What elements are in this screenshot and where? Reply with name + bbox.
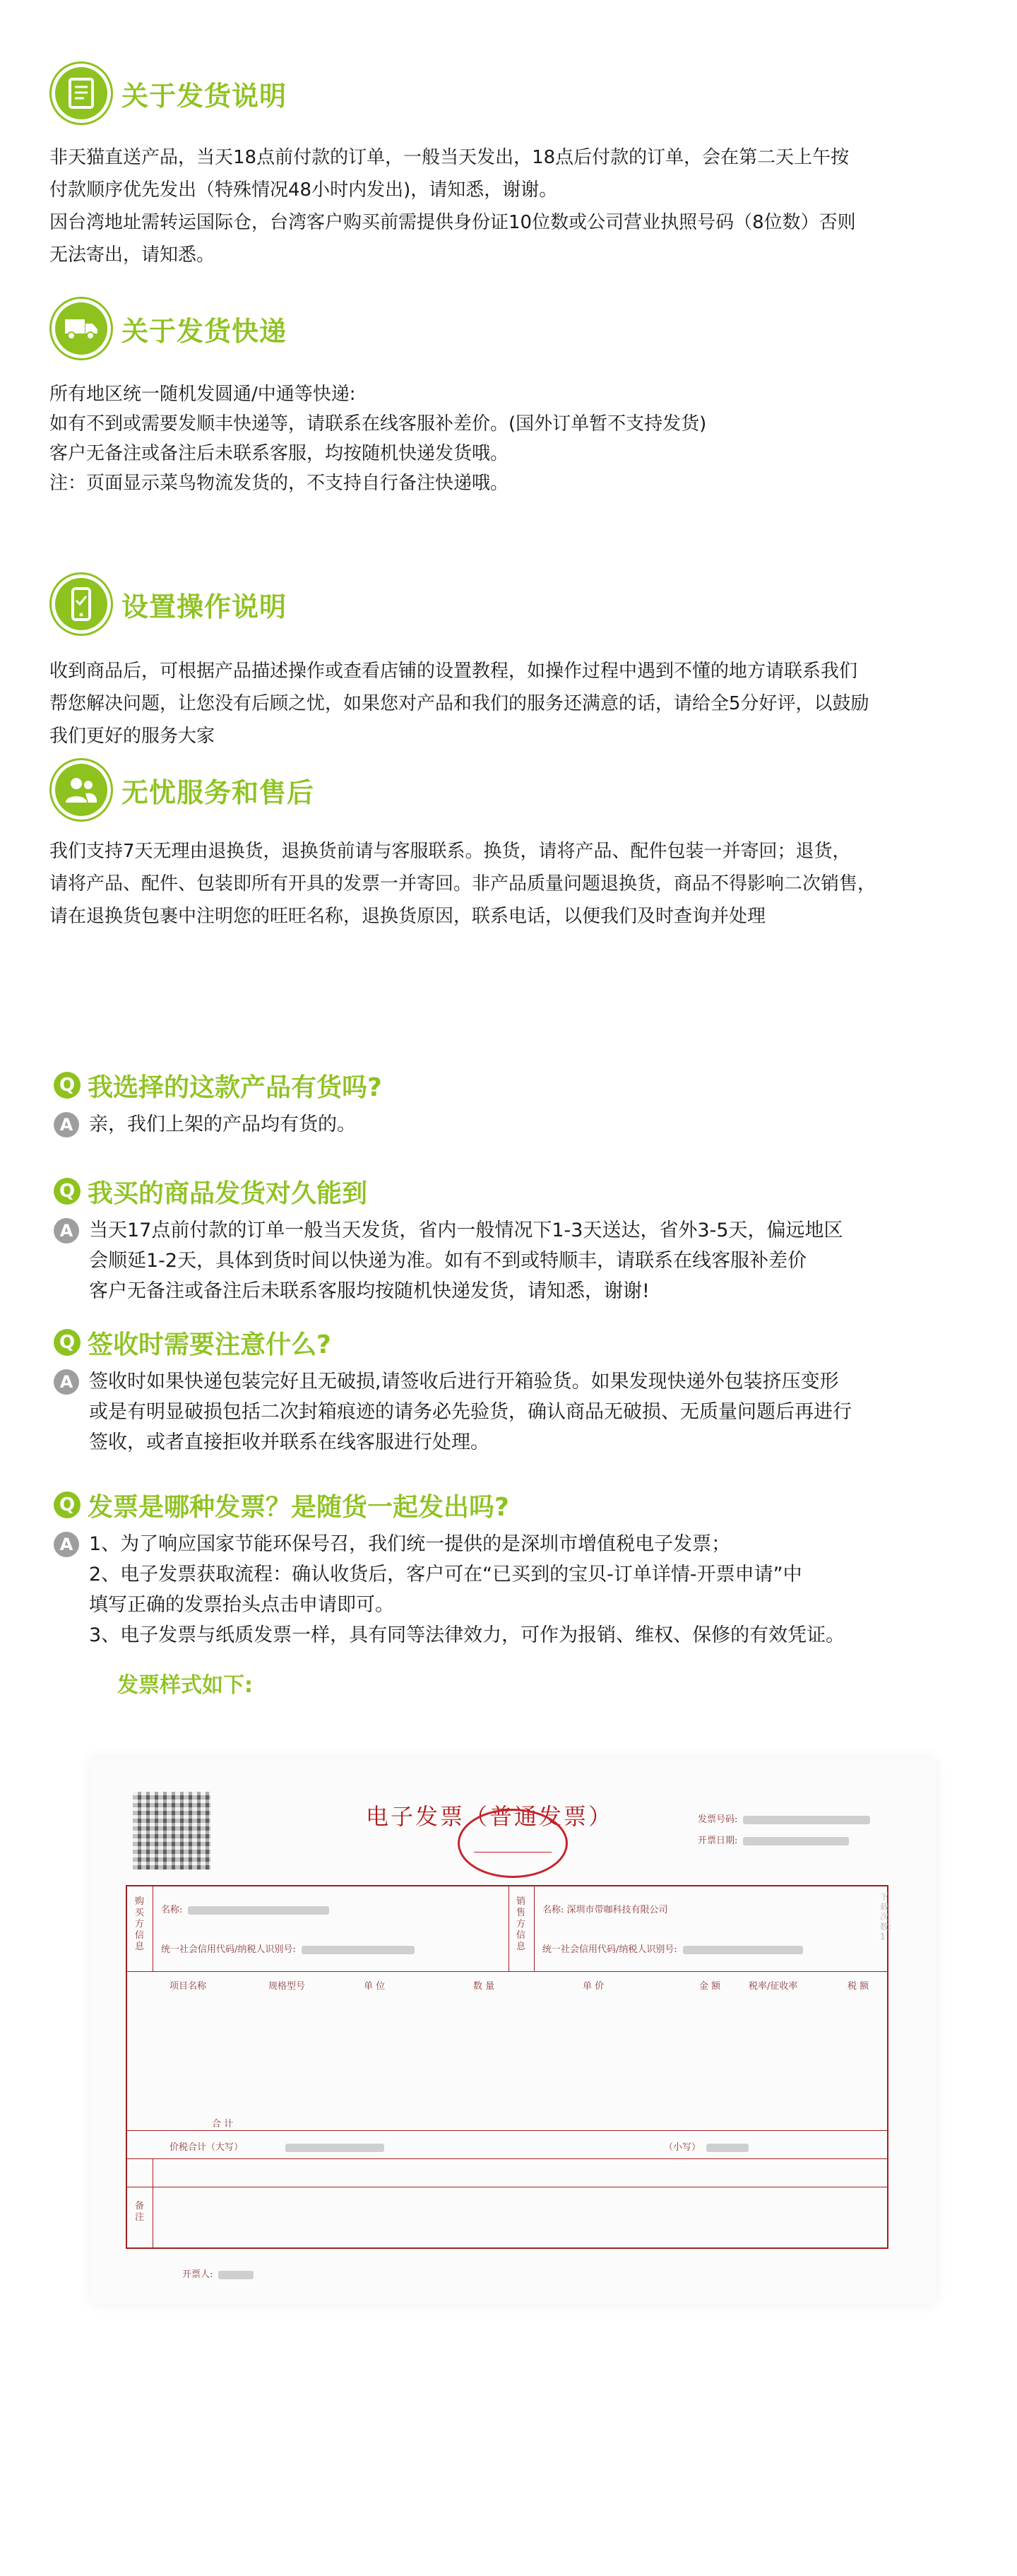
invoice-title: 电子发票（普通发票）	[366, 1803, 614, 1830]
body-line: 收到商品后，可根据产品描述操作或查看店铺的设置教程，如操作过程中遇到不懂的地方请联系我们	[49, 661, 858, 682]
buyer-tax-id-label: 统一社会信用代码/纳税人识别号:	[161, 1944, 296, 1955]
section-courier	[49, 293, 982, 498]
seller-label: 销售方信息	[516, 1896, 526, 1952]
faq-answer-row	[54, 1366, 972, 1458]
seller-tax-id-label: 统一社会信用代码/纳税人识别号:	[542, 1944, 677, 1955]
invoice-drawer-label: 开票人:	[182, 2269, 213, 2280]
invoice-date-row	[698, 1833, 849, 1846]
answer-badge: A	[54, 1112, 79, 1138]
column-header: 项目名称	[170, 1981, 207, 1992]
answer-line: 2、电子发票获取流程：确认收货后，客户可在“已买到的宝贝-订单详情-开票申请”中	[89, 1564, 802, 1585]
faq-question: 我买的商品发货对久能到	[88, 1178, 368, 1208]
truck-icon	[49, 297, 113, 360]
buyer-tax-row	[161, 1942, 415, 1955]
section-setup-guide	[49, 569, 982, 752]
question-badge: Q	[54, 1491, 81, 1518]
section-body	[49, 379, 982, 498]
buyer-label: 购买方信息	[135, 1896, 145, 1952]
section-shipping-notes	[49, 58, 982, 271]
buyer-name-label: 名称:	[161, 1905, 183, 1915]
faq-question-row	[54, 1171, 972, 1211]
total-small-label: （小写）	[664, 2142, 701, 2153]
section-header	[49, 569, 982, 639]
faq-question-row	[54, 1065, 972, 1105]
body-line: 帮您解决问题，让您没有后顾之忧，如果您对产品和我们的服务还满意的话，请给全5分好评，以鼓励	[49, 693, 869, 714]
column-header: 税 额	[848, 1981, 869, 1992]
section-body	[49, 835, 982, 933]
remark-label: 备注	[135, 2201, 145, 2223]
body-line: 请将产品、配件、包装即所有开具的发票一并寄回。非产品质量问题退换货，商品不得影响二次销售，	[49, 873, 876, 894]
invoice-seal-stamp	[458, 1809, 568, 1878]
section-body	[49, 141, 982, 271]
invoice-table	[126, 1885, 892, 2249]
body-line: 付款顺序优先发出（特殊情况48小时内发出)，请知悉，谢谢。	[49, 179, 558, 201]
answer-line: 或是有明显破损包括二次封箱痕迹的请务必先验货，确认商品无破损、无质量问题后再进行	[89, 1401, 852, 1423]
body-line: 我们更好的服务大家	[49, 726, 215, 747]
section-title: 无忧服务和售后	[121, 776, 315, 808]
question-badge: Q	[54, 1329, 81, 1356]
faq-question-row	[54, 1323, 972, 1362]
faq-item	[54, 1323, 972, 1458]
section-header	[49, 58, 982, 129]
users-icon	[49, 758, 113, 822]
answer-badge: A	[54, 1218, 79, 1243]
answer-line: 3、电子发票与纸质发票一样，具有同等法律效力，可作为报销、维权、保修的有效凭证。	[89, 1624, 845, 1646]
column-header: 单 价	[583, 1981, 605, 1992]
invoice-sample-label: 发票样式如下:	[117, 1673, 253, 1698]
column-header: 税率/征收率	[749, 1981, 798, 1992]
faq-answer	[89, 1529, 845, 1650]
invoice-sample-image	[90, 1758, 936, 2305]
invoice-number-row	[698, 1812, 870, 1825]
section-header	[49, 755, 982, 825]
body-line: 如有不到或需要发顺丰快递等，请联系在线客服补差价。(国外订单暂不支持发货)	[49, 413, 707, 435]
section-after-sales	[49, 755, 982, 933]
body-line: 客户无备注或备注后未联系客服，均按随机快递发货哦。	[49, 443, 509, 464]
faq-answer	[89, 1215, 843, 1306]
invoice-number-label: 发票号码:	[698, 1814, 738, 1825]
answer-line: 签收时如果快递包装完好且无破损,请签收后进行开箱验货。如果发现快递外包装挤压变形	[89, 1371, 839, 1393]
faq-question: 发票是哪种发票？是随货一起发出吗?	[88, 1492, 509, 1522]
phone-icon	[49, 572, 113, 636]
faq-answer	[89, 1109, 356, 1140]
qr-code-image	[133, 1792, 210, 1869]
answer-line: 签收，或者直接拒收并联系在线客服进行处理。	[89, 1431, 489, 1453]
faq-answer-row	[54, 1529, 972, 1650]
body-line: 我们支持7天无理由退换货，退换货前请与客服联系。换货，请将产品、配件包装一并寄回；退货，	[49, 841, 851, 862]
column-header: 数 量	[473, 1981, 495, 1992]
section-title: 设置操作说明	[121, 591, 287, 622]
column-header: 规格型号	[268, 1981, 306, 1992]
body-line: 因台湾地址需转运国际仓，台湾客户购买前需提供身份证10位数或公司营业执照号码（8位数）否则	[49, 212, 856, 233]
answer-line: 客户无备注或备注后未联系客服均按随机快递发货，请知悉，谢谢!	[89, 1280, 650, 1302]
answer-line: 亲，我们上架的产品均有货的。	[89, 1113, 356, 1135]
total-words-label: 价税合计（大写）	[170, 2142, 244, 2153]
faq-item	[54, 1171, 972, 1306]
section-title: 关于发货说明	[121, 80, 287, 112]
faq-answer	[89, 1366, 852, 1458]
seller-tax-row	[542, 1942, 803, 1955]
answer-line: 会顺延1-2天，具体到货时间以快递为准。如有不到或特顺丰，请联系在线客服补差价	[89, 1250, 807, 1272]
faq-answer-row	[54, 1215, 972, 1306]
body-line: 请在退换货包裹中注明您的旺旺名称，退换货原因，联系电话，以便我们及时查询并处理	[49, 906, 766, 927]
invoice-side-text: 下载次数: 1	[880, 1892, 892, 1942]
body-line: 注：页面显示菜鸟物流发货的，不支持自行备注快递哦。	[49, 473, 509, 494]
faq-answer-row	[54, 1109, 972, 1140]
answer-line: 1、为了响应国家节能环保号召，我们统一提供的是深圳市增值税电子发票；	[89, 1533, 731, 1555]
section-header	[49, 293, 982, 364]
total-words-row	[170, 2139, 384, 2153]
section-body	[49, 655, 982, 752]
faq-item	[54, 1485, 972, 1650]
column-header: 单 位	[364, 1981, 386, 1992]
column-header: 金 额	[699, 1981, 721, 1992]
invoice-date-label: 开票日期:	[698, 1836, 738, 1846]
section-title: 关于发货快递	[121, 315, 287, 347]
faq-item	[54, 1065, 972, 1140]
answer-line: 当天17点前付款的订单一般当天发货，省内一般情况下1-3天送达，省外3-5天，偏远地区	[89, 1219, 843, 1241]
question-badge: Q	[54, 1178, 81, 1205]
faq-question: 签收时需要注意什么?	[88, 1330, 331, 1359]
body-line: 无法寄出，请知悉。	[49, 244, 215, 266]
body-line: 非天猫直送产品，当天18点前付款的订单，一般当天发出，18点后付款的订单，会在第二天上午按	[49, 147, 850, 168]
document-icon	[49, 61, 113, 125]
question-badge: Q	[54, 1072, 81, 1099]
faq-question-row	[54, 1485, 972, 1525]
invoice-drawer-row	[182, 2267, 254, 2280]
answer-badge: A	[54, 1369, 79, 1395]
total-small-row	[664, 2139, 749, 2153]
seller-name: 名称: 深圳市带咖科技有限公司	[542, 1905, 668, 1915]
faq-question: 我选择的这款产品有货吗?	[88, 1073, 382, 1102]
buyer-name-row	[161, 1902, 329, 1915]
total-label: 合 计	[212, 2119, 234, 2129]
answer-badge: A	[54, 1532, 79, 1557]
answer-line: 填写正确的发票抬头点击申请即可。	[89, 1594, 394, 1616]
body-line: 所有地区统一随机发圆通/中通等快递:	[49, 384, 356, 405]
